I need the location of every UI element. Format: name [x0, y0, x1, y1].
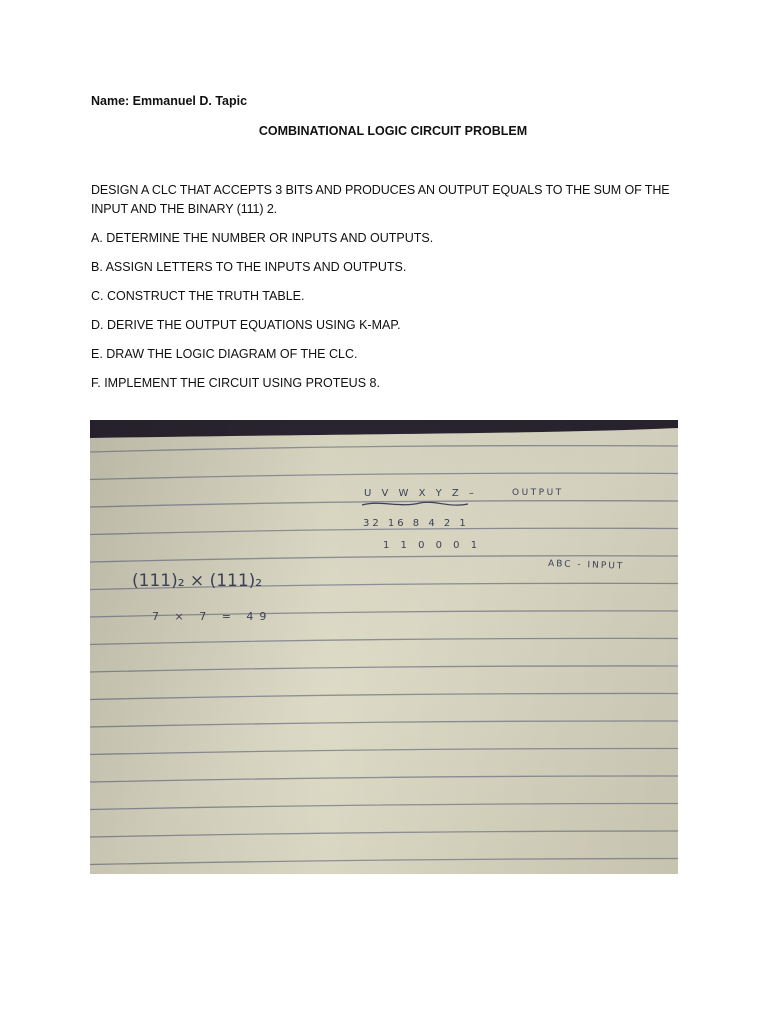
handwritten-input-label: ABC - INPUT	[547, 559, 625, 572]
problem-statement: DESIGN A CLC THAT ACCEPTS 3 BITS AND PRODUCES AN OUTPUT EQUALS TO THE SUM OF THE INPUT AND THE BINARY (111) 2.	[91, 183, 670, 216]
notes-photo-canvas	[90, 420, 678, 874]
task-item-c: C. CONSTRUCT THE TRUTH TABLE.	[91, 289, 305, 303]
document-title: COMBINATIONAL LOGIC CIRCUIT PROBLEM	[258, 124, 528, 138]
task-item-e: E. DRAW THE LOGIC DIAGRAM OF THE CLC.	[91, 347, 358, 361]
handwritten-place-values: 32 16 8 4 2 1	[363, 518, 469, 529]
task-item-f: F. IMPLEMENT THE CIRCUIT USING PROTEUS 8.	[91, 376, 380, 390]
handwritten-decimal-product: 7 × 7 = 49	[152, 610, 273, 623]
handwritten-binary-product: (111)₂ × (111)₂	[132, 571, 263, 591]
task-item-d: D. DERIVE THE OUTPUT EQUATIONS USING K-MAP.	[91, 318, 401, 332]
task-item-a: A. DETERMINE THE NUMBER OR INPUTS AND OUTPUTS.	[91, 231, 434, 245]
author-name: Name: Emmanuel D. Tapic	[91, 94, 248, 108]
handwritten-output-label: OUTPUT	[512, 488, 564, 498]
task-list	[91, 229, 433, 403]
task-item-b: B. ASSIGN LETTERS TO THE INPUTS AND OUTPUTS.	[91, 260, 407, 274]
handwritten-result-bits: 1 1 0 0 0 1	[383, 540, 482, 551]
handwritten-output-letters: U V W X Y Z –	[364, 488, 478, 499]
handwritten-notes-photo	[90, 420, 678, 874]
